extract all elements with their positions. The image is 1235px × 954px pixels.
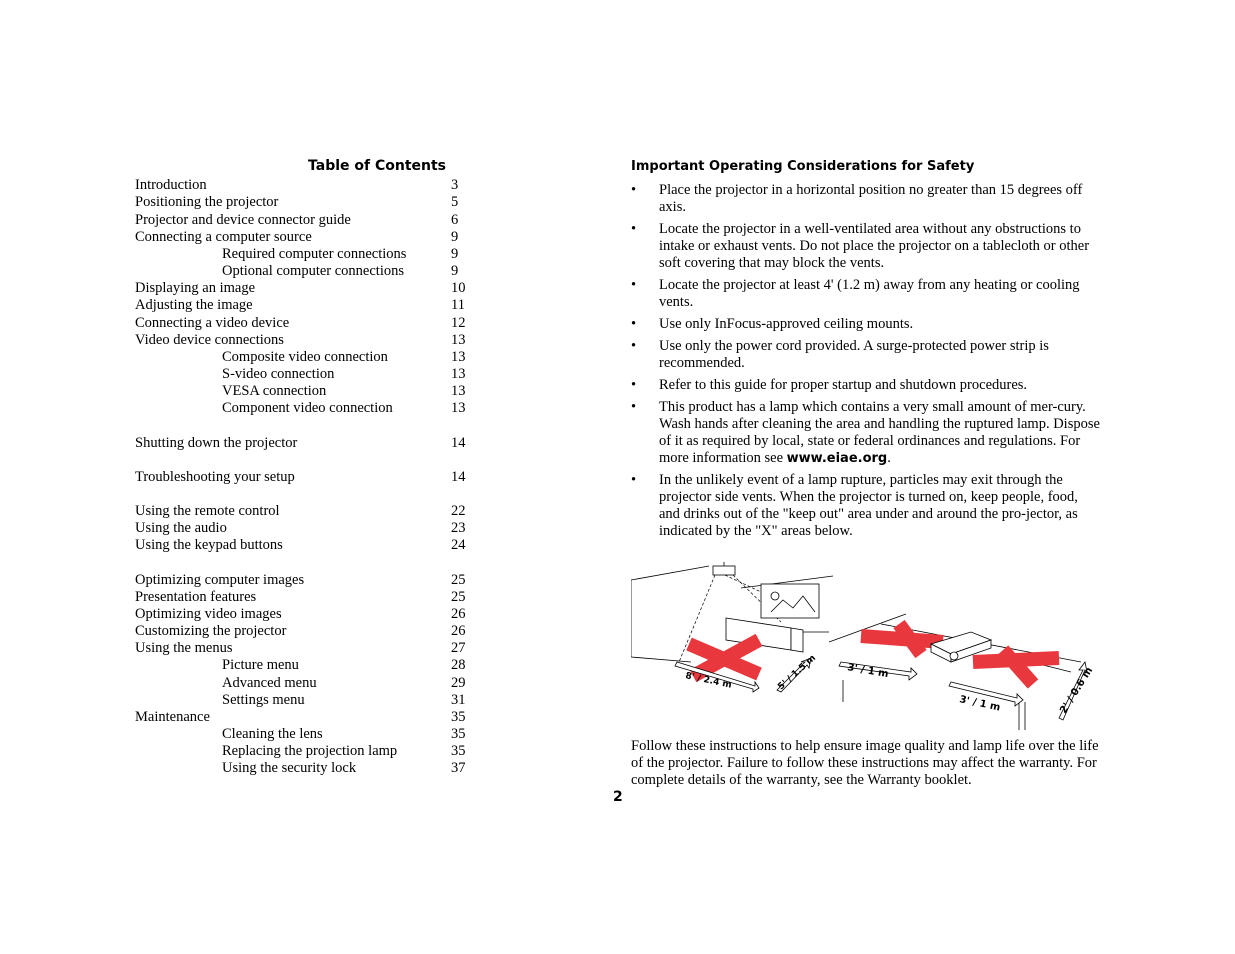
toc-entry[interactable] <box>0 400 480 417</box>
toc-entry-page: 10 <box>451 280 466 296</box>
keep-out-x-right <box>973 650 1059 684</box>
bullet-dot: • <box>631 338 637 354</box>
toc-entry[interactable] <box>0 606 480 623</box>
toc-entry-title: Optional computer connections <box>222 263 405 279</box>
table-left-label: 3' / 1 m <box>846 662 890 681</box>
toc-entry-page: 13 <box>451 349 466 365</box>
toc-entry-page: 5 <box>451 194 459 210</box>
toc-entry[interactable] <box>0 657 480 674</box>
toc-entry-title: Introduction <box>135 177 207 193</box>
bullet-dot: • <box>631 221 637 237</box>
toc-entry-page: 23 <box>451 520 466 536</box>
toc-entry[interactable] <box>0 743 480 760</box>
toc-entry-title: Settings menu <box>222 692 305 708</box>
toc-entry[interactable] <box>0 640 480 657</box>
toc-entry-title: Cleaning the lens <box>222 726 323 742</box>
toc-entry-title: Optimizing video images <box>135 606 282 622</box>
toc-title: Table of Contents <box>308 158 447 174</box>
toc-entry-page: 13 <box>451 332 466 348</box>
toc-entry-page: 22 <box>451 503 466 519</box>
toc-entry-title: Composite video connection <box>222 349 388 365</box>
toc-entry-title: Displaying an image <box>135 280 256 296</box>
toc-entry-title: Video device connections <box>135 332 284 348</box>
toc-entry-title: Customizing the projector <box>135 623 287 639</box>
keep-out-illustration <box>631 562 1101 732</box>
x-stroke <box>973 650 1059 684</box>
toc-entry-page: 29 <box>451 675 466 691</box>
toc-entry-page: 27 <box>451 640 466 656</box>
ceiling-projector <box>713 562 735 575</box>
bullet-text: Use only InFocus-approved ceiling mounts. <box>659 316 914 332</box>
ceiling-side-label: 5' / 1.5 m <box>776 653 818 693</box>
toc-entry-page: 6 <box>451 212 459 228</box>
toc-entry[interactable] <box>0 263 480 280</box>
toc-entry-title: Shutting down the projector <box>135 435 298 451</box>
toc-entry-title: Using the keypad buttons <box>135 537 283 553</box>
toc-entry-page: 26 <box>451 606 466 622</box>
toc-entry[interactable] <box>0 280 480 297</box>
bullet-text: Locate the projector in a well-ventilated area without any obstructions to intake or exhaust vents. Do not place the projector on a tablecloth or other soft covering that may block the vents. <box>659 221 1090 271</box>
ceiling-front-label: 8' / 2.4 m <box>684 671 733 691</box>
bullet-text: Locate the projector at least 4' (1.2 m) away from any heating or cooling vents. <box>659 277 1080 310</box>
toc-entry-title: Component video connection <box>222 400 393 416</box>
bullet-dot: • <box>631 399 637 415</box>
bullet-dot: • <box>631 316 637 332</box>
table-front-label: 3' / 1 m <box>958 694 1002 714</box>
toc-entry[interactable] <box>0 623 480 640</box>
toc-entry-page: 28 <box>451 657 466 673</box>
toc-entry-title: Adjusting the image <box>135 297 253 313</box>
toc-entry[interactable] <box>0 177 480 194</box>
toc-entry[interactable] <box>0 760 480 777</box>
toc-entry-page: 9 <box>451 263 459 279</box>
toc-entry[interactable] <box>0 537 480 554</box>
toc-entry-title: Using the security lock <box>222 760 357 776</box>
toc-entry-title: Connecting a video device <box>135 315 290 331</box>
toc-entry[interactable] <box>0 332 480 349</box>
toc-entry-title: S-video connection <box>222 366 335 382</box>
toc-entry-page: 25 <box>451 589 466 605</box>
safety-heading: Important Operating Considerations for Safety <box>631 159 975 174</box>
toc-entry-page: 13 <box>451 383 466 399</box>
table-side-label: 2' / 0.6 m <box>1058 665 1096 716</box>
eiae-link[interactable]: www.eiae.org <box>786 451 888 466</box>
bullet-text: Use only the power cord provided. A surge-protected power strip is recommended. <box>659 338 1049 371</box>
bullet-dot: • <box>631 472 637 488</box>
toc-entry[interactable] <box>0 709 480 726</box>
toc-entry[interactable] <box>0 297 480 314</box>
toc-entry-title: Advanced menu <box>222 675 317 691</box>
warranty-note: Follow these instructions to help ensure image quality and lamp life over the life of the projector. Failure to follow these instructions may affect the warranty. For complete details of the warranty, see the Warranty booklet. <box>631 738 1099 788</box>
toc-entry[interactable] <box>0 315 480 332</box>
bullet-text: Place the projector in a horizontal position no greater than 15 degrees off axis. <box>659 182 1083 215</box>
toc-entry-page: 13 <box>451 366 466 382</box>
toc-entry[interactable] <box>0 503 480 520</box>
toc-entry-page: 35 <box>451 743 466 759</box>
toc-entry[interactable] <box>0 726 480 743</box>
toc-entry[interactable] <box>0 520 480 537</box>
toc-entry-page: 14 <box>451 469 466 485</box>
toc-entry-title: Using the menus <box>135 640 233 656</box>
page-number: 2 <box>613 789 623 805</box>
toc-entry[interactable] <box>0 366 480 383</box>
toc-entry-page: 26 <box>451 623 466 639</box>
toc-entry-page: 11 <box>451 297 465 313</box>
toc-entry[interactable] <box>0 383 480 400</box>
toc-entry[interactable] <box>0 572 480 589</box>
toc-entry-title: Projector and device connector guide <box>135 212 351 228</box>
bullet-text <box>659 399 1101 467</box>
toc-entry[interactable] <box>0 349 480 366</box>
toc-entry-title: Optimizing computer images <box>135 572 305 588</box>
toc-entry[interactable] <box>0 212 480 229</box>
bullet-text-end: . <box>887 450 891 466</box>
toc-entry-page: 24 <box>451 537 466 553</box>
toc-entry-title: Using the remote control <box>135 503 280 519</box>
toc-entry-title: Connecting a computer source <box>135 229 312 245</box>
toc-entry-page: 12 <box>451 315 466 331</box>
toc-entry-page: 9 <box>451 229 459 245</box>
toc-entry-title: Replacing the projection lamp <box>222 743 398 759</box>
toc-entry[interactable] <box>0 246 480 263</box>
toc-entry-page: 25 <box>451 572 466 588</box>
toc-entry[interactable] <box>0 469 480 486</box>
toc-entry-page: 13 <box>451 400 466 416</box>
bullet-text: In the unlikely event of a lamp rupture, particles may exit through the projector side vents. When the projector is turned on, keep people, food, and drinks out of the "keep out" area under and around the pro-jector, as indicated by the "X" areas below. <box>659 472 1078 539</box>
toc-entry[interactable] <box>0 194 480 211</box>
bullet-dot: • <box>631 377 637 393</box>
bullet-dot: • <box>631 277 637 293</box>
toc-entry-title: Using the audio <box>135 520 227 536</box>
toc-entry-title: Required computer connections <box>222 246 407 262</box>
toc-entry-page: 37 <box>451 760 466 776</box>
toc-entry-title: VESA connection <box>222 383 327 399</box>
toc-entry-title: Positioning the projector <box>135 194 279 210</box>
toc-entry[interactable] <box>0 692 480 709</box>
toc-entry-page: 35 <box>451 709 466 725</box>
bullet-dot: • <box>631 182 637 198</box>
toc-entry-title: Picture menu <box>222 657 299 673</box>
toc-entry-page: 3 <box>451 177 459 193</box>
toc-entry-page: 9 <box>451 246 459 262</box>
toc-entry[interactable] <box>0 435 480 452</box>
bullet-text: Refer to this guide for proper startup and shutdown procedures. <box>659 377 1028 393</box>
wall-screen <box>761 584 819 618</box>
toc-entry-page: 35 <box>451 726 466 742</box>
bullet-text-body: This product has a lamp which contains a very small amount of mer-cury. Wash hands after cleaning the area and handling the ruptured lamp. Dispose of it as required by local, state or federal ordinances and regulations. For more information see <box>659 399 1100 466</box>
toc-entry[interactable] <box>0 675 480 692</box>
toc-entry-title: Maintenance <box>135 709 210 725</box>
toc-entry-title: Troubleshooting your setup <box>135 469 295 485</box>
toc-entry-page: 14 <box>451 435 466 451</box>
toc-entry[interactable] <box>0 229 480 246</box>
toc-entry-title: Presentation features <box>135 589 257 605</box>
toc-entry-page: 31 <box>451 692 466 708</box>
toc-entry[interactable] <box>0 589 480 606</box>
